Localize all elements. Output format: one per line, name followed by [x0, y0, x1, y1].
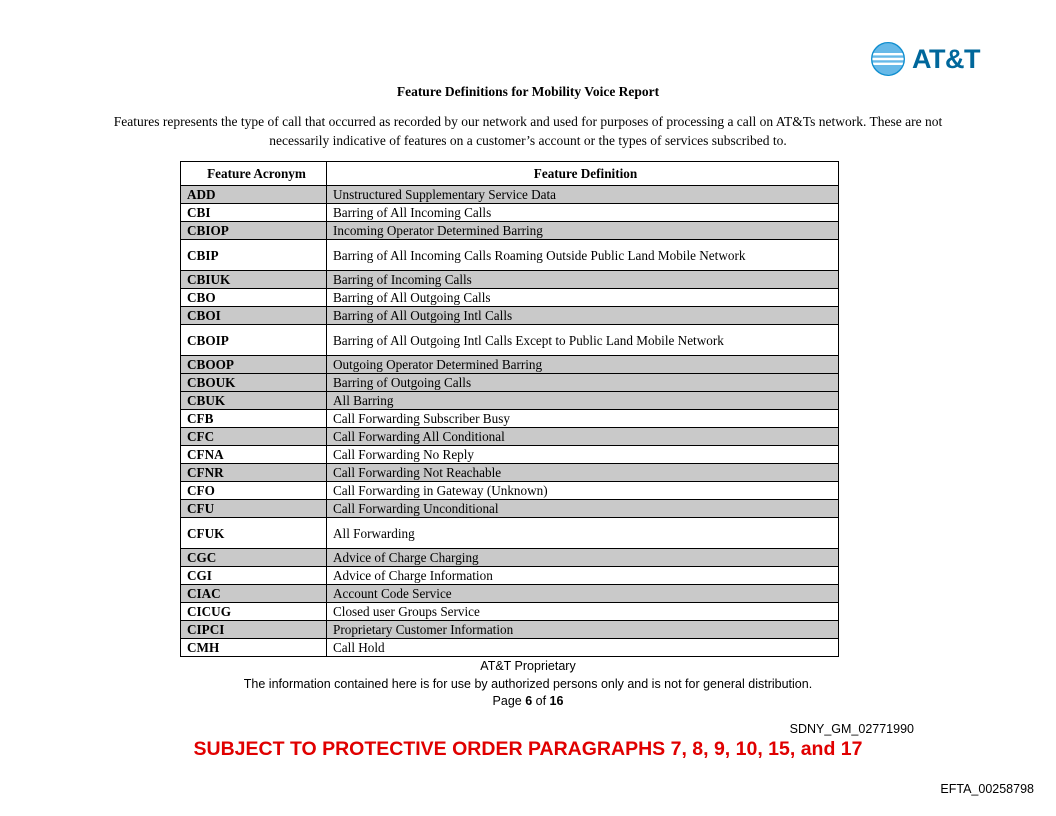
cell-feature-acronym: CFNA: [181, 446, 327, 464]
table-row: [181, 518, 839, 549]
cell-feature-acronym: CFU: [181, 500, 327, 518]
table-row: [181, 621, 839, 639]
cell-feature-acronym: CBUK: [181, 392, 327, 410]
table-row: [181, 240, 839, 271]
att-logo: [871, 42, 980, 76]
footer-page-number: [0, 693, 1056, 711]
cell-feature-acronym: CBOOP: [181, 356, 327, 374]
cell-feature-definition: All Forwarding: [327, 518, 839, 549]
table-row: [181, 271, 839, 289]
page-middle: of: [532, 694, 550, 708]
cell-feature-definition: Proprietary Customer Information: [327, 621, 839, 639]
cell-feature-acronym: CIPCI: [181, 621, 327, 639]
cell-feature-definition: Advice of Charge Information: [327, 567, 839, 585]
column-header-definition: Feature Definition: [327, 162, 839, 186]
footer-proprietary: AT&T Proprietary: [480, 659, 576, 673]
table-row: [181, 325, 839, 356]
cell-feature-definition: Barring of All Outgoing Intl Calls: [327, 307, 839, 325]
cell-feature-definition: Outgoing Operator Determined Barring: [327, 356, 839, 374]
cell-feature-definition: All Barring: [327, 392, 839, 410]
cell-feature-definition: Call Forwarding in Gateway (Unknown): [327, 482, 839, 500]
cell-feature-acronym: CBIUK: [181, 271, 327, 289]
protective-order-stamp: SUBJECT TO PROTECTIVE ORDER PARAGRAPHS 7, 8, 9, 10, 15, and 17: [193, 738, 863, 760]
footer-disclaimer: The information contained here is for use by authorized persons only and is not for general distribution.: [243, 676, 813, 691]
cell-feature-definition: Barring of All Incoming Calls: [327, 204, 839, 222]
table-row: [181, 410, 839, 428]
bates-stamp-bottom: EFTA_00258798: [940, 782, 1034, 796]
cell-feature-acronym: CFNR: [181, 464, 327, 482]
cell-feature-definition: Closed user Groups Service: [327, 603, 839, 621]
cell-feature-definition: Account Code Service: [327, 585, 839, 603]
cell-feature-acronym: CGC: [181, 549, 327, 567]
cell-feature-acronym: CFUK: [181, 518, 327, 549]
table-row: [181, 500, 839, 518]
cell-feature-acronym: CBOIP: [181, 325, 327, 356]
cell-feature-definition: Call Forwarding Unconditional: [327, 500, 839, 518]
table-row: [181, 549, 839, 567]
table-header-row: [181, 162, 839, 186]
att-globe-icon: [871, 42, 905, 76]
att-brand-text: AT&T: [912, 43, 980, 74]
cell-feature-acronym: CMH: [181, 639, 327, 657]
cell-feature-acronym: CICUG: [181, 603, 327, 621]
table-row: [181, 567, 839, 585]
column-header-acronym: Feature Acronym: [181, 162, 327, 186]
cell-feature-acronym: ADD: [181, 186, 327, 204]
page-current: 6: [525, 694, 533, 708]
cell-feature-definition: Barring of Incoming Calls: [327, 271, 839, 289]
page-footer: [0, 658, 1056, 711]
cell-feature-acronym: CBIP: [181, 240, 327, 271]
cell-feature-acronym: CBI: [181, 204, 327, 222]
table-row: [181, 585, 839, 603]
intro-paragraph: Features represents the type of call that occurred as recorded by our network and used for purposes of processing a call on AT&Ts network. These are not necessarily indicative of features on a customer’s account or the types of services subscribed to.: [113, 114, 943, 148]
table-row: [181, 374, 839, 392]
bates-stamp-top: SDNY_GM_02771990: [789, 722, 914, 736]
cell-feature-definition: Unstructured Supplementary Service Data: [327, 186, 839, 204]
table-row: [181, 307, 839, 325]
cell-feature-definition: Advice of Charge Charging: [327, 549, 839, 567]
cell-feature-definition: Call Forwarding All Conditional: [327, 428, 839, 446]
cell-feature-definition: Barring of All Outgoing Calls: [327, 289, 839, 307]
cell-feature-definition: Call Hold: [327, 639, 839, 657]
cell-feature-definition: Incoming Operator Determined Barring: [327, 222, 839, 240]
cell-feature-acronym: CBO: [181, 289, 327, 307]
table-row: [181, 446, 839, 464]
page-total: 16: [549, 694, 564, 708]
page-title: Feature Definitions for Mobility Voice Report: [396, 84, 660, 99]
cell-feature-definition: Call Forwarding No Reply: [327, 446, 839, 464]
cell-feature-acronym: CBIOP: [181, 222, 327, 240]
cell-feature-definition: Barring of All Incoming Calls Roaming Outside Public Land Mobile Network: [327, 240, 839, 271]
table-row: [181, 392, 839, 410]
cell-feature-acronym: CFB: [181, 410, 327, 428]
table-row: [181, 639, 839, 657]
cell-feature-definition: Call Forwarding Subscriber Busy: [327, 410, 839, 428]
cell-feature-acronym: CBOUK: [181, 374, 327, 392]
cell-feature-acronym: CGI: [181, 567, 327, 585]
cell-feature-definition: Call Forwarding Not Reachable: [327, 464, 839, 482]
table-row: [181, 464, 839, 482]
cell-feature-definition: Barring of All Outgoing Intl Calls Except to Public Land Mobile Network: [327, 325, 839, 356]
table-row: [181, 428, 839, 446]
table-row: [181, 186, 839, 204]
table-row: [181, 356, 839, 374]
cell-feature-acronym: CFC: [181, 428, 327, 446]
table-row: [181, 603, 839, 621]
table-row: [181, 222, 839, 240]
cell-feature-acronym: CFO: [181, 482, 327, 500]
cell-feature-acronym: CIAC: [181, 585, 327, 603]
page-prefix: Page: [492, 694, 526, 708]
cell-feature-acronym: CBOI: [181, 307, 327, 325]
table-row: [181, 289, 839, 307]
feature-definitions-table: [180, 161, 838, 657]
cell-feature-definition: Barring of Outgoing Calls: [327, 374, 839, 392]
table-row: [181, 204, 839, 222]
table-row: [181, 482, 839, 500]
